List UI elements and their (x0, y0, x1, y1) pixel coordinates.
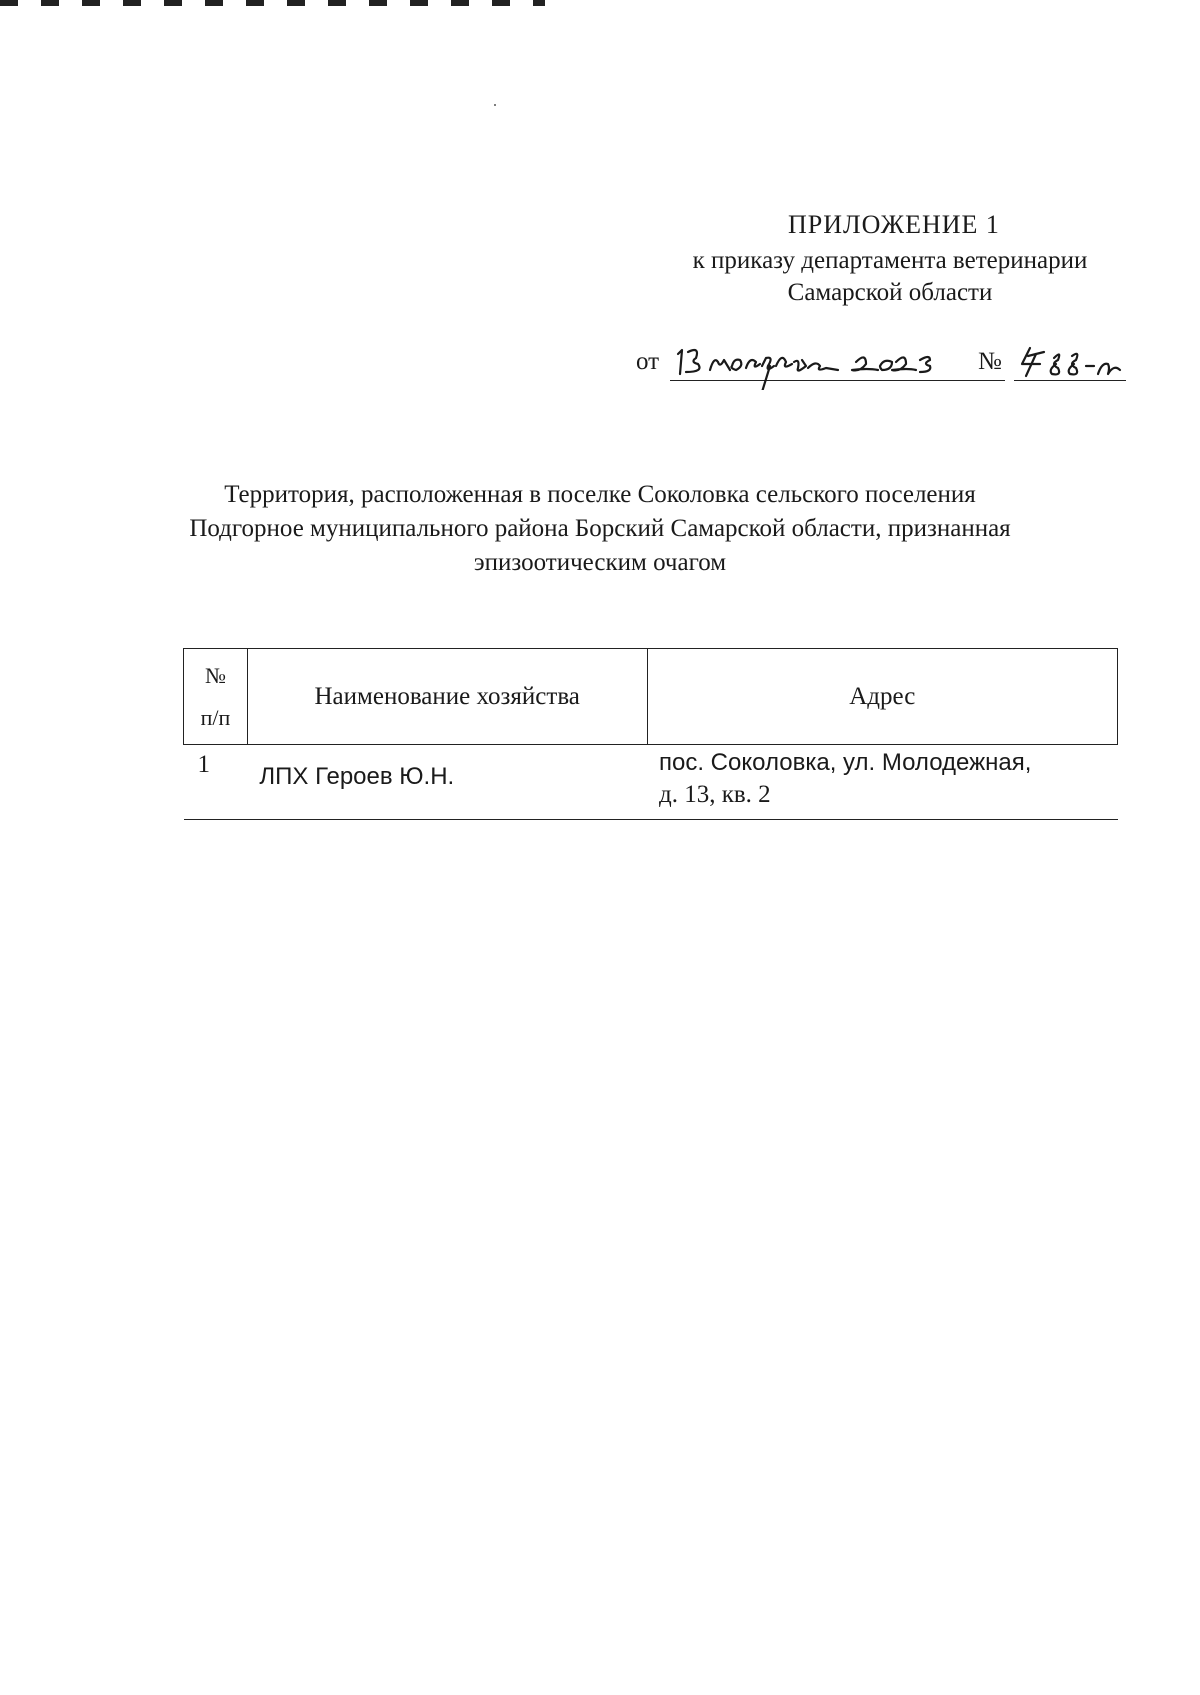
farms-table (183, 648, 1118, 820)
handwritten-order-number (1014, 340, 1126, 381)
header-farm-name: Наименование хозяйства (247, 649, 647, 745)
table-header-row (184, 649, 1118, 745)
heading-line-2: Подгорное муниципального района Борский Самарской области, признанная (189, 515, 1011, 542)
appendix-region: Самарской области (787, 279, 993, 306)
appendix-title: ПРИЛОЖЕНИЕ 1 (788, 210, 1000, 239)
handwritten-number-glyphs (1014, 340, 1126, 390)
header-number-abbrev: п/п (200, 704, 231, 730)
handwritten-date-glyphs (670, 340, 1005, 390)
row-address (647, 745, 1118, 820)
row-farm-name: ЛПХ Героев Ю.Н. (247, 745, 647, 820)
row-address-line-1: пос. Соколовка, ул. Молодежная, (659, 749, 1032, 776)
table-row (184, 745, 1118, 820)
appendix-order-reference: к приказу департамента ветеринарии (692, 247, 1088, 274)
date-label: от (636, 348, 660, 375)
number-sign-label: № (978, 348, 1002, 375)
header-number-sign: № (204, 662, 226, 688)
scan-speck (494, 104, 496, 106)
scan-dashed-edge (0, 0, 545, 6)
row-number: 1 (184, 745, 248, 820)
document-heading (150, 478, 1050, 580)
handwritten-date (670, 340, 1005, 381)
header-number (184, 649, 248, 745)
header-address: Адрес (647, 649, 1118, 745)
heading-line-3: эпизоотическим очагом (473, 549, 727, 576)
heading-line-1: Территория, расположенная в поселке Соколовка сельского поселения (224, 481, 976, 508)
order-date-number-row (636, 340, 1196, 390)
row-address-line-2: д. 13, кв. 2 (659, 781, 771, 808)
